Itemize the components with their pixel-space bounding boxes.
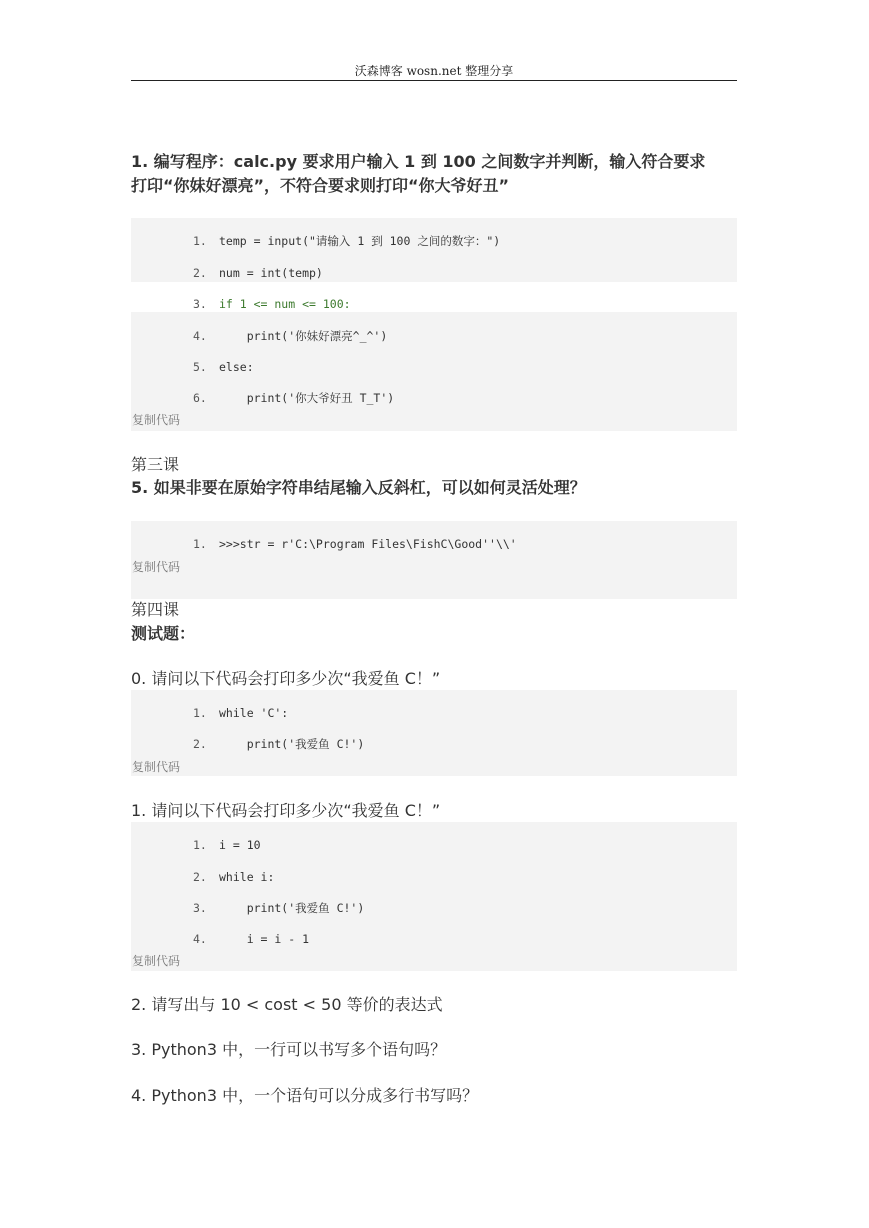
line-number: 6. — [193, 391, 207, 405]
lesson4-subtitle: 测试题： — [131, 624, 196, 643]
code-line — [193, 387, 394, 409]
code-text: print('你妹好漂亮^_^') — [219, 329, 388, 343]
code-line — [193, 733, 364, 755]
question-4: 4. Python3 中，一个语句可以分成多行书写吗？ — [131, 1086, 479, 1105]
code-text: print('你大爷好丑 T_T') — [219, 391, 395, 405]
code-line — [193, 928, 309, 950]
question-2: 2. 请写出与 10 < cost < 50 等价的表达式 — [131, 995, 443, 1014]
line-number: 2. — [193, 737, 207, 751]
line-number: 2. — [193, 870, 207, 884]
line-number: 1. — [193, 706, 207, 720]
code-text: while 'C': — [219, 706, 289, 720]
code-line — [193, 897, 364, 919]
copy-code-link[interactable]: 复制代码 — [132, 560, 181, 574]
code-line — [193, 533, 517, 555]
code-text: temp = input("请输入 1 到 100 之间的数字：") — [219, 234, 501, 248]
code-block-calc — [131, 218, 737, 431]
line-number: 3. — [193, 297, 207, 311]
q5-heading: 5. 如果非要在原始字符串结尾输入反斜杠，可以如何灵活处理？ — [131, 478, 586, 497]
code-text: print('我爱鱼 C!') — [219, 737, 365, 751]
q1-heading-line2: 打印“你妹好漂亮”，不符合要求则打印“你大爷好丑” — [131, 176, 510, 195]
lesson4-title: 第四课 — [131, 600, 180, 619]
line-number: 3. — [193, 901, 207, 915]
line-number: 1. — [193, 537, 207, 551]
line-number: 4. — [193, 932, 207, 946]
lesson3-title: 第三课 — [131, 455, 180, 474]
code-line — [193, 293, 351, 315]
code-text: >>>str = r'C:\Program Files\FishC\Good''\\' — [219, 537, 517, 551]
line-number: 1. — [193, 838, 207, 852]
code-text: i = 10 — [219, 838, 261, 852]
code-block-while-i — [131, 822, 737, 971]
code-line — [193, 866, 274, 888]
copy-code-link[interactable]: 复制代码 — [132, 760, 181, 774]
code-line — [193, 834, 261, 856]
line-number: 5. — [193, 360, 207, 374]
code-line — [193, 325, 387, 347]
line-number: 4. — [193, 329, 207, 343]
q1-heading — [131, 150, 741, 198]
question-0: 0. 请问以下代码会打印多少次“我爱鱼 C！” — [131, 669, 441, 688]
copy-code-link[interactable]: 复制代码 — [132, 954, 181, 968]
page-header — [131, 60, 737, 81]
code-text: print('我爱鱼 C!') — [219, 901, 365, 915]
code-text: while i: — [219, 870, 275, 884]
code-text: else: — [219, 360, 254, 374]
line-number: 1. — [193, 234, 207, 248]
question-1: 1. 请问以下代码会打印多少次“我爱鱼 C！” — [131, 801, 441, 820]
code-block-rawstring — [131, 521, 737, 599]
code-text: if 1 <= num <= 100: — [219, 297, 351, 311]
header-text: 沃森博客 wosn.net 整理分享 — [354, 64, 514, 78]
line-number: 2. — [193, 266, 207, 280]
code-line — [193, 262, 323, 284]
code-line — [193, 230, 500, 252]
code-block-while-c — [131, 690, 737, 776]
code-text: num = int(temp) — [219, 266, 323, 280]
q1-heading-line1: 1. 编写程序：calc.py 要求用户输入 1 到 100 之间数字并判断，输入符合要求 — [131, 152, 706, 171]
code-line — [193, 356, 254, 378]
code-line — [193, 702, 288, 724]
copy-code-link[interactable]: 复制代码 — [132, 413, 181, 427]
question-3: 3. Python3 中，一行可以书写多个语句吗？ — [131, 1040, 447, 1059]
code-text: i = i - 1 — [219, 932, 310, 946]
